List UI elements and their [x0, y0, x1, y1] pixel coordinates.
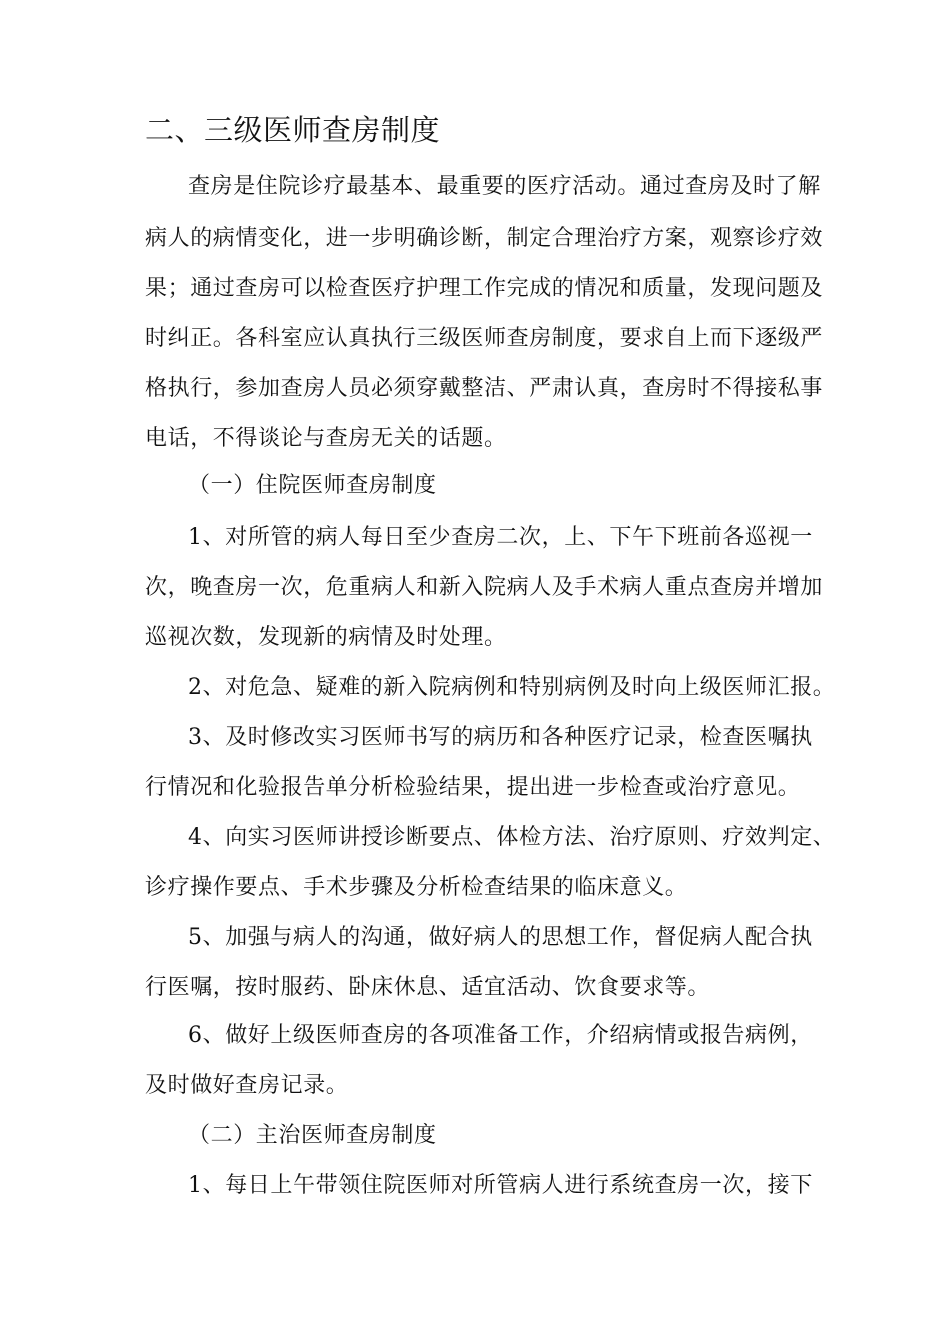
- paragraph-line: 病人的病情变化，进一步明确诊断，制定合理治疗方案，观察诊疗效: [145, 226, 824, 251]
- paragraph-line: 次，晚查房一次，危重病人和新入院病人及手术病人重点查房并增加: [145, 575, 824, 600]
- paragraph-line: 1、对所管的病人每日至少查房二次，上、下午下班前各巡视一: [188, 525, 813, 550]
- paragraph-line: 巡视次数，发现新的病情及时处理。: [145, 625, 507, 650]
- paragraph-line: 果；通过查房可以检查医疗护理工作完成的情况和质量，发现问题及: [145, 276, 824, 301]
- paragraph-line: 2、对危急、疑难的新入院病例和特别病例及时向上级医师汇报。: [188, 675, 836, 700]
- section-title: 二、三级医师查房制度: [145, 113, 441, 147]
- paragraph-line: 时纠正。各科室应认真执行三级医师查房制度，要求自上而下逐级严: [145, 326, 824, 351]
- paragraph-line: 1、每日上午带领住院医师对所管病人进行系统查房一次，接下: [188, 1173, 813, 1198]
- paragraph-line: 5、加强与病人的沟通，做好病人的思想工作，督促病人配合执: [188, 925, 813, 950]
- paragraph-line: 3、及时修改实习医师书写的病历和各种医疗记录，检查医嘱执: [188, 725, 813, 750]
- subsection-heading: （二）主治医师查房制度: [188, 1123, 437, 1148]
- paragraph-line: 4、向实习医师讲授诊断要点、体检方法、治疗原则、疗效判定、: [188, 825, 836, 850]
- subsection-heading: （一）住院医师查房制度: [188, 473, 437, 498]
- paragraph-line: 诊疗操作要点、手术步骤及分析检查结果的临床意义。: [145, 875, 688, 900]
- paragraph-line: 格执行，参加查房人员必须穿戴整洁、严肃认真，查房时不得接私事: [145, 376, 824, 401]
- paragraph-line: 行医嘱，按时服药、卧床休息、适宜活动、饮食要求等。: [145, 975, 711, 1000]
- paragraph-line: 行情况和化验报告单分析检验结果，提出进一步检查或治疗意见。: [145, 775, 801, 800]
- paragraph-line: 查房是住院诊疗最基本、最重要的医疗活动。通过查房及时了解: [188, 174, 821, 199]
- paragraph-line: 及时做好查房记录。: [145, 1073, 349, 1098]
- paragraph-line: 电话，不得谈论与查房无关的话题。: [145, 426, 507, 451]
- paragraph-line: 6、做好上级医师查房的各项准备工作，介绍病情或报告病例，: [188, 1023, 813, 1048]
